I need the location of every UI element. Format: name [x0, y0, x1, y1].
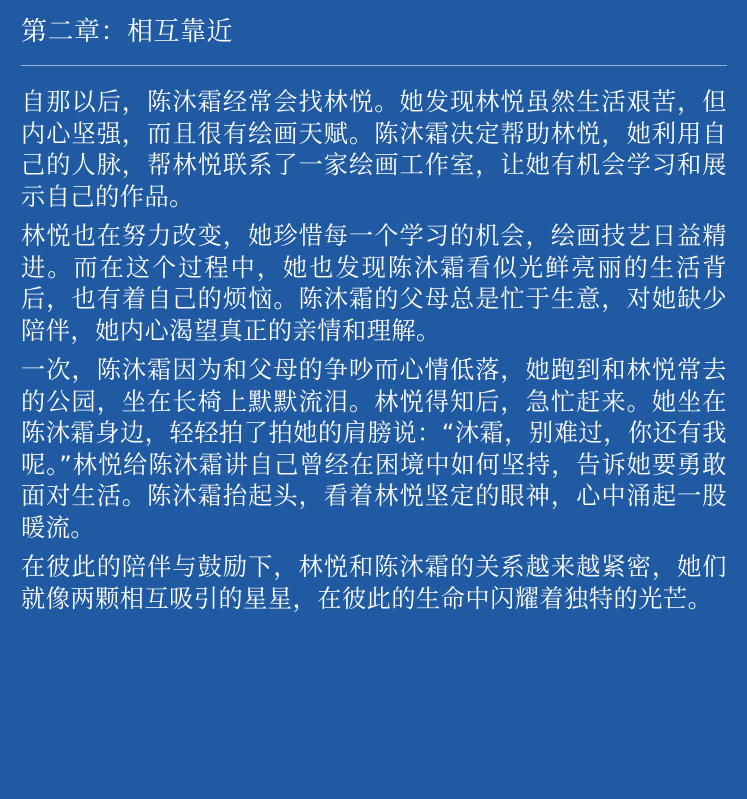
paragraph: 自那以后，陈沐霜经常会找林悦。她发现林悦虽然生活艰苦，但内心坚强，而且很有绘画天赋。陈沐霜决定帮助林悦，她利用自己的人脉，帮林悦联系了一家绘画工作室，让她有机会学习和展示自己的作品。	[21, 88, 727, 211]
chapter-body	[21, 87, 727, 615]
chapter-title: 第二章：相互靠近	[21, 17, 234, 47]
paragraph: 在彼此的陪伴与鼓励下，林悦和陈沐霜的关系越来越紧密，她们就像两颗相互吸引的星星，在彼此的生命中闪耀着独特的光芒。	[21, 553, 727, 613]
paragraph: 一次，陈沐霜因为和父母的争吵而心情低落，她跑到和林悦常去的公园，坐在长椅上默默流泪。林悦得知后，急忙赶来。她坐在陈沐霜身边，轻轻拍了拍她的肩膀说：“沐霜，别难过，你还有我呢。”林悦给陈沐霜讲自己曾经在困境中如何坚持，告诉她要勇敢面对生活。陈沐霜抬起头，看着林悦坚定的眼神，心中涌起一股暖流。	[21, 356, 727, 542]
title-divider	[21, 65, 727, 66]
paragraph: 林悦也在努力改变，她珍惜每一个学习的机会，绘画技艺日益精进。而在这个过程中，她也发现陈沐霜看似光鲜亮丽的生活背后，也有着自己的烦恼。陈沐霜的父母总是忙于生意，对她缺少陪伴，她内心渴望真正的亲情和理解。	[21, 222, 727, 345]
